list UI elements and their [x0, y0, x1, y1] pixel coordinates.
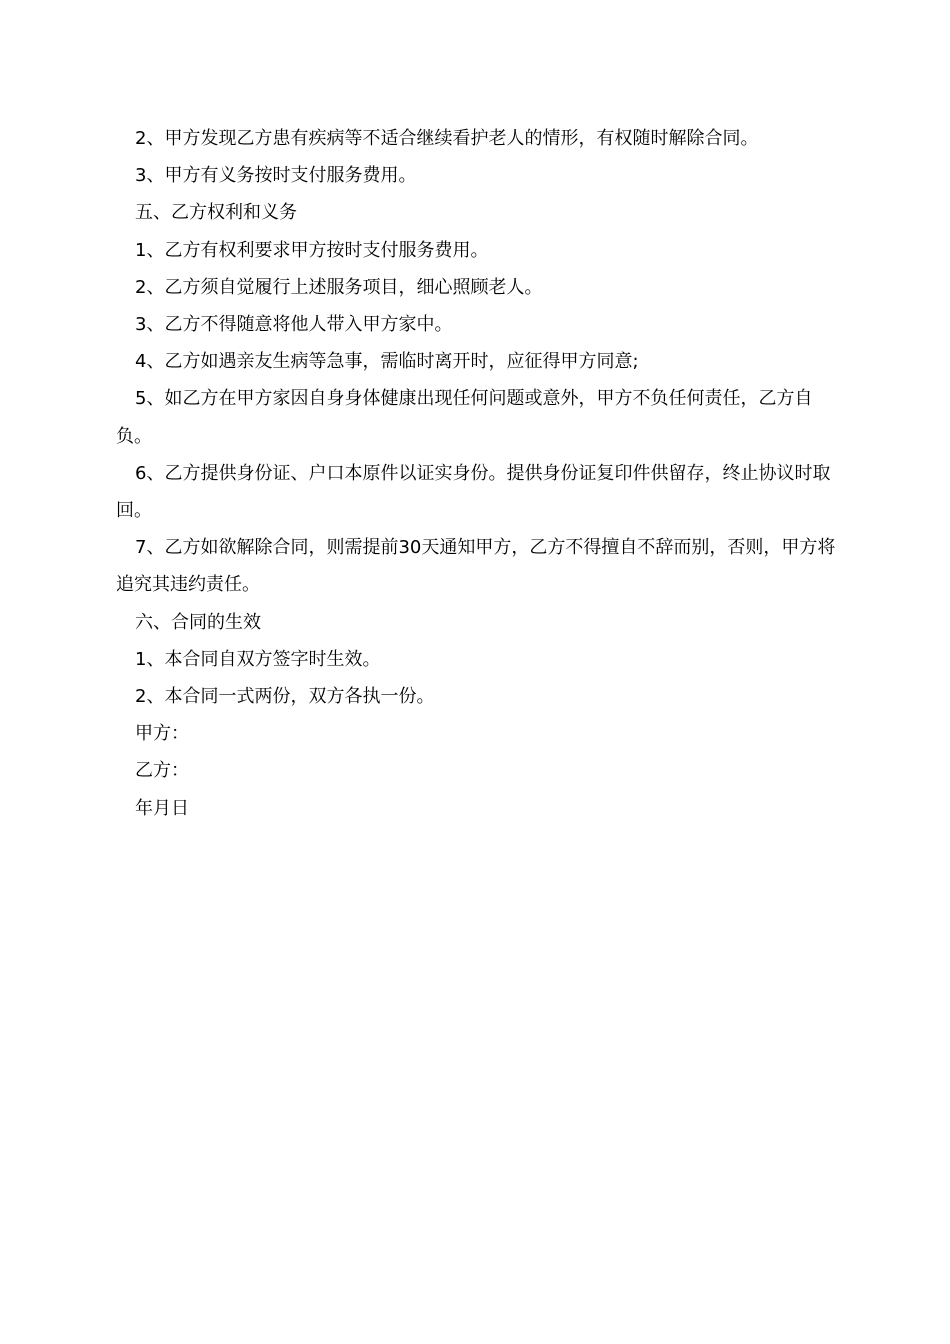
clause-effect-copies: 2、本合同一式两份，双方各执一份。	[135, 686, 435, 708]
clause-party-b-termination: 7、乙方如欲解除合同，则需提前30天通知甲方，乙方不得擅自不辞而别，否则，甲方将追究其违约责任。	[116, 537, 836, 596]
clause-party-b-duty: 2、乙方须自觉履行上述服务项目，细心照顾老人。	[135, 276, 543, 298]
section-heading-effect: 六、合同的生效	[135, 611, 261, 633]
clause-party-b-health: 5、如乙方在甲方家因自身身体健康出现任何问题或意外，甲方不负任何责任，乙方自负。	[116, 388, 813, 447]
clause-party-b-right: 1、乙方有权利要求甲方按时支付服务费用。	[135, 239, 489, 261]
clause-party-b-leave: 4、乙方如遇亲友生病等急事，需临时离开时，应征得甲方同意;	[135, 351, 639, 373]
clause-party-a-terminate: 2、甲方发现乙方患有疾病等不适合继续看护老人的情形，有权随时解除合同。	[135, 128, 759, 149]
clause-party-a-payment: 3、甲方有义务按时支付服务费用。	[135, 165, 417, 187]
signature-party-a: 甲方：	[135, 723, 189, 745]
clause-party-b-id: 6、乙方提供身份证、户口本原件以证实身份。提供身份证复印件供留存，终止协议时取回。	[116, 462, 831, 522]
clause-party-b-visitors: 3、乙方不得随意将他人带入甲方家中。	[135, 314, 453, 336]
clause-effect-signing: 1、本合同自双方签字时生效。	[135, 648, 381, 670]
signature-date: 年月日	[135, 797, 189, 819]
section-heading-party-b: 五、乙方权利和义务	[135, 202, 297, 224]
signature-party-b: 乙方：	[135, 760, 189, 782]
document-page	[116, 120, 836, 827]
